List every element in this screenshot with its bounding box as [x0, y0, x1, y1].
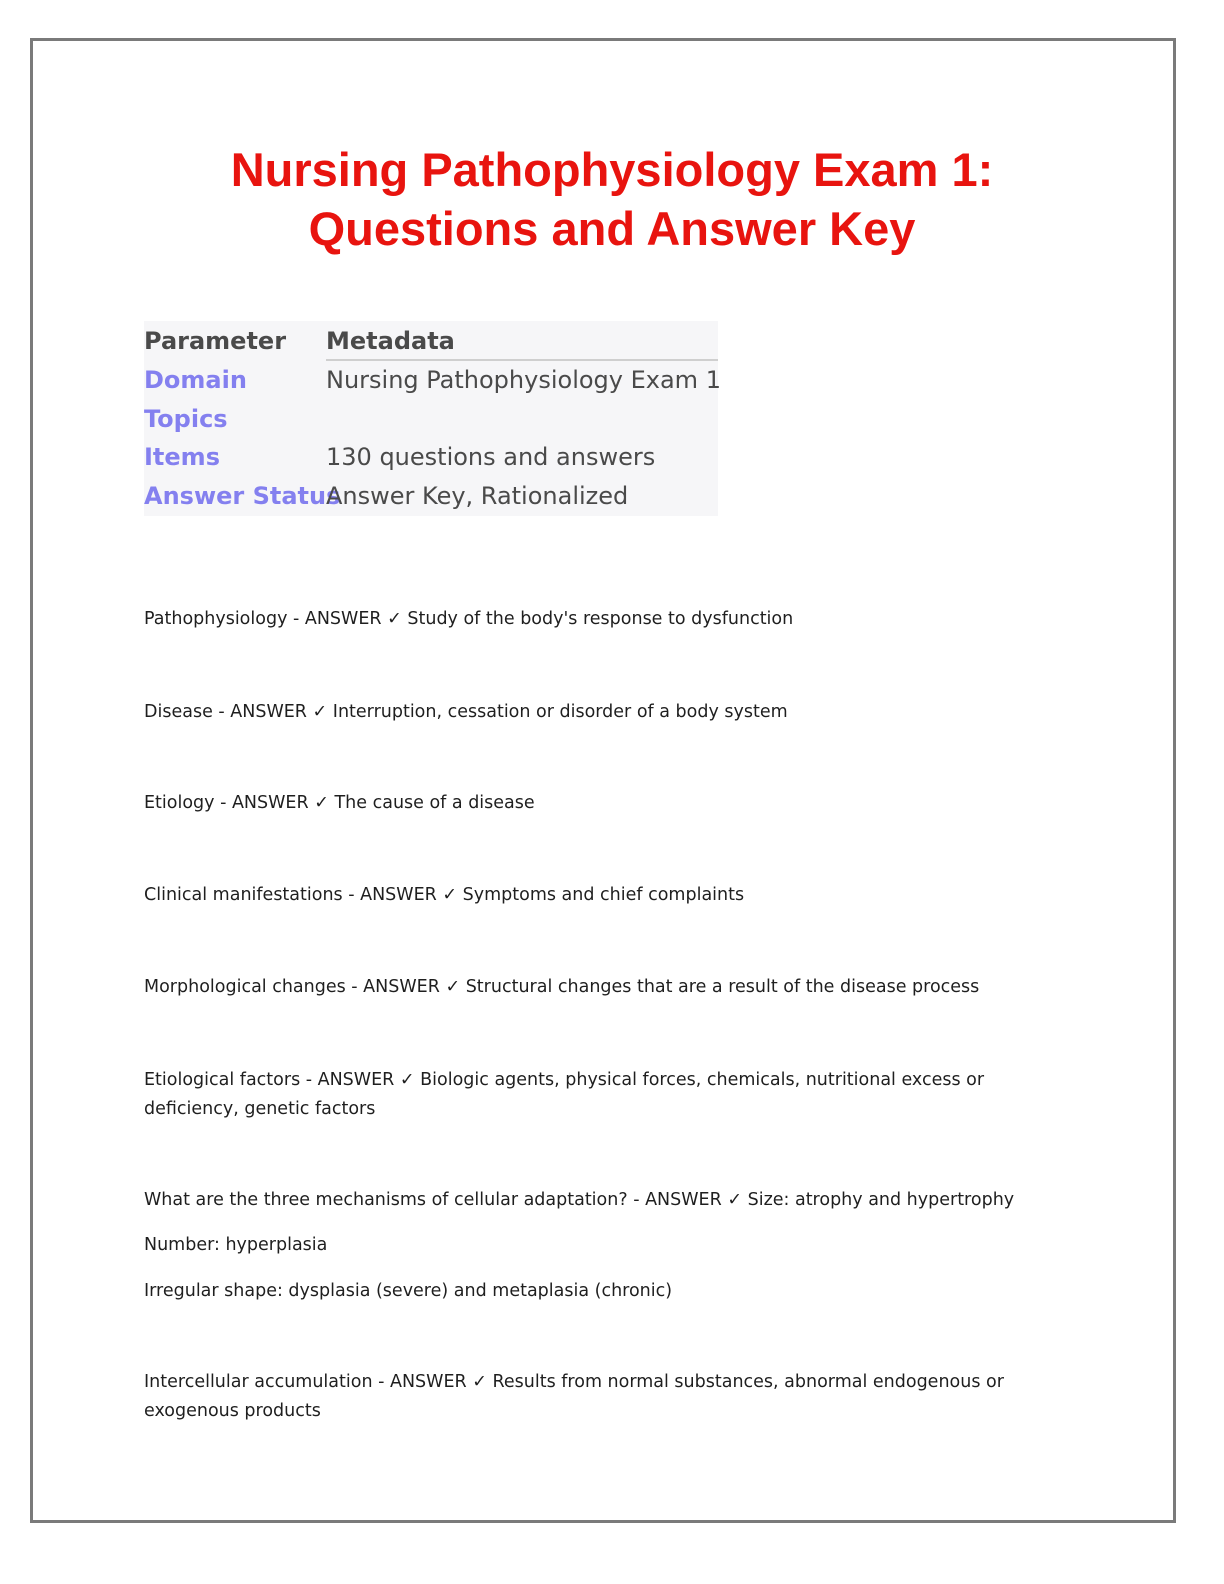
qa-item: [144, 1368, 1044, 1426]
qa-answer: Results from normal substances, abnormal endogenous or exogenous products: [144, 1372, 1004, 1421]
qa-item: [144, 881, 1044, 910]
metadata-table: [144, 321, 721, 516]
qa-answer: Study of the body's response to dysfunction: [407, 609, 794, 629]
qa-item: [144, 1066, 1044, 1124]
qa-term: Clinical manifestations - ANSWER: [144, 885, 437, 905]
qa-term: Morphological changes - ANSWER: [144, 977, 440, 997]
metadata-value: Nursing Pathophysiology Exam 1: [326, 366, 721, 394]
qa-answer: Symptoms and chief complaints: [462, 885, 745, 905]
qa-item: [144, 1186, 1044, 1215]
metadata-row-items: [144, 443, 718, 481]
qa-term: Etiology - ANSWER: [144, 793, 309, 813]
metadata-row-domain: [144, 366, 721, 404]
metadata-row-answer-status: [144, 482, 718, 520]
qa-term: What are the three mechanisms of cellular adaptation? - ANSWER: [144, 1190, 722, 1210]
qa-answer-continuation: Number: hyperplasia: [144, 1235, 328, 1255]
qa-answer: Structural changes that are a result of the disease process: [465, 977, 980, 997]
qa-term: Pathophysiology - ANSWER: [144, 609, 382, 629]
qa-item: [144, 973, 1044, 1002]
qa-answer: Size: atrophy and hypertrophy: [747, 1190, 1015, 1210]
metadata-row-topics: [144, 405, 718, 443]
checkmark-icon: ✓: [442, 885, 458, 905]
checkmark-icon: ✓: [399, 1070, 415, 1090]
metadata-key: Topics: [144, 405, 228, 433]
qa-item: [144, 789, 1044, 818]
document-title: [0, 140, 1224, 258]
qa-answer: Interruption, cessation or disorder of a body system: [332, 702, 788, 722]
checkmark-icon: ✓: [445, 977, 461, 997]
qa-term: Intercellular accumulation - ANSWER: [144, 1372, 467, 1392]
header-parameter: Parameter: [144, 327, 287, 355]
metadata-value: 130 questions and answers: [326, 443, 656, 471]
qa-answer: Biologic agents, physical forces, chemicals, nutritional excess or deficiency, genetic factors: [144, 1070, 985, 1119]
checkmark-icon: ✓: [312, 702, 328, 722]
checkmark-icon: ✓: [727, 1190, 743, 1210]
title-line-1: Nursing Pathophysiology Exam 1:: [230, 143, 994, 196]
qa-item: [144, 605, 1044, 634]
title-line-2: Questions and Answer Key: [308, 202, 916, 255]
header-rule: [326, 359, 718, 361]
checkmark-icon: ✓: [472, 1372, 487, 1392]
metadata-key: Domain: [144, 366, 247, 394]
qa-term: Etiological factors - ANSWER: [144, 1070, 395, 1090]
qa-item: [144, 698, 1044, 727]
qa-answer: The cause of a disease: [334, 793, 535, 813]
checkmark-icon: ✓: [387, 609, 402, 629]
header-metadata: Metadata: [326, 327, 455, 355]
metadata-value: Answer Key, Rationalized: [326, 482, 629, 510]
metadata-key: Answer Status: [144, 482, 341, 510]
qa-term: Disease - ANSWER: [144, 702, 307, 722]
metadata-key: Items: [144, 443, 220, 471]
qa-answer-continuation: Irregular shape: dysplasia (severe) and metaplasia (chronic): [144, 1281, 673, 1301]
metadata-table-header: [144, 321, 718, 361]
checkmark-icon: ✓: [314, 793, 329, 813]
